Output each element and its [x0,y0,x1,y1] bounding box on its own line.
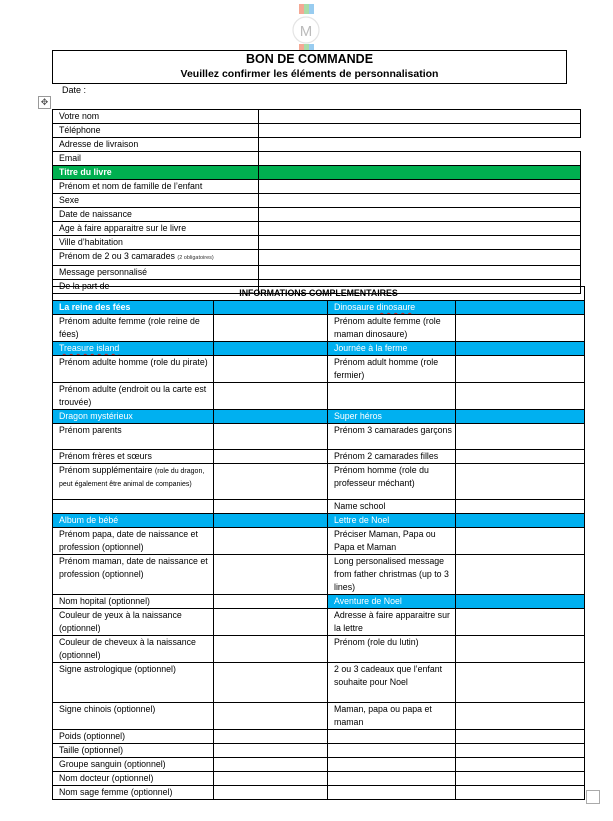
field-label: Nom sage femme (optionnel) [53,786,214,800]
value-cell[interactable] [456,464,585,500]
field-label: Prénom homme (role du professeur méchant) [328,464,456,500]
value-cell[interactable] [328,786,456,800]
section-header: Aventure de Noel [328,595,456,609]
field-label: Adresse de livraison [53,138,259,152]
value-cell[interactable] [456,555,585,595]
value-cell[interactable] [456,356,585,383]
field-label: Couleur de yeux à la naissance (optionnel) [53,609,214,636]
field-value[interactable] [259,124,581,138]
table-row [53,636,585,663]
value-cell[interactable] [214,758,328,772]
table-row [53,236,581,250]
field-label: 2 ou 3 cadeaux que l’enfant souhaite pour Noel [328,663,456,703]
field-label: Prénom adulte homme (role du pirate) [53,356,214,383]
section-header [53,342,214,356]
field-label: Sexe [53,194,259,208]
field-label: Nom docteur (optionnel) [53,772,214,786]
table-row [53,424,585,450]
value-cell[interactable] [456,636,585,663]
field-label: Adresse à faire apparaitre sur la lettre [328,609,456,636]
value-cell[interactable] [214,609,328,636]
table-row [53,315,585,342]
value-cell[interactable] [328,730,456,744]
value-cell[interactable] [214,772,328,786]
value-cell[interactable] [456,514,585,528]
field-label-text: Prénom de 2 ou 3 camarades [59,251,175,261]
value-cell[interactable] [456,663,585,703]
field-value[interactable] [259,250,581,266]
field-value[interactable] [259,110,581,124]
table-row [53,703,585,730]
value-cell[interactable] [456,758,585,772]
field-label: Poids (optionnel) [53,730,214,744]
table-row [53,450,585,464]
table-row [53,124,581,138]
field-label: De la part de [53,280,259,294]
value-cell[interactable] [328,758,456,772]
value-cell[interactable] [214,786,328,800]
table-row [53,222,581,236]
field-value[interactable] [259,152,581,166]
value-cell[interactable] [456,500,585,514]
field-label: Votre nom [53,110,259,124]
table-row [53,772,585,786]
value-cell[interactable] [456,772,585,786]
field-label: Prénom adulte femme (role reine de fées) [53,315,214,342]
field-label: Ville d’habitation [53,236,259,250]
field-value[interactable] [259,208,581,222]
section-header-row [53,410,585,424]
order-form-header [52,50,567,84]
section-header-row [53,514,585,528]
value-cell[interactable] [456,609,585,636]
table-row [53,194,581,208]
value-cell[interactable] [214,528,328,555]
table-row [53,555,585,595]
value-cell[interactable] [214,555,328,595]
section-header: La reine des fées [53,301,214,315]
value-cell[interactable] [214,744,328,758]
brand-logo [289,4,323,50]
value-cell[interactable] [456,301,585,315]
field-value[interactable] [259,180,581,194]
field-label: Age à faire apparaitre sur le livre [53,222,259,236]
field-label: Prénom frères et sœurs [53,450,214,464]
table-row [53,250,581,266]
value-cell[interactable] [214,342,328,356]
value-cell[interactable] [214,500,328,514]
field-label: Prénom adult homme (role fermier) [328,356,456,383]
field-label: Email [53,152,259,166]
field-label: Nom hopital (optionnel) [53,595,214,609]
date-label: Date : [62,85,87,95]
table-row [53,595,585,609]
field-note: (2 obligatoires) [177,255,214,261]
value-cell[interactable] [456,744,585,758]
svg-text:M: M [299,23,313,40]
field-value[interactable] [259,236,581,250]
field-label: Prénom papa, date de naissance et profession (optionnel) [53,528,214,555]
table-row [53,266,581,280]
value-cell[interactable] [214,514,328,528]
value-cell[interactable] [456,786,585,800]
field-label-text: Prénom supplémentaire [59,465,153,475]
table-row [53,500,585,514]
field-value[interactable] [259,138,581,152]
table-row [53,786,585,800]
table-row [53,180,581,194]
field-label: Prénom 3 camarades garçons [328,424,456,450]
table-row [53,758,585,772]
table-row [53,152,581,166]
section-header: Dragon mystérieux [53,410,214,424]
value-cell[interactable] [214,636,328,663]
table-row [53,138,581,152]
field-note: (role du dragon, peut également être animal de companies) [59,468,205,488]
value-cell[interactable] [214,730,328,744]
value-cell[interactable] [214,301,328,315]
table-row [53,528,585,555]
field-label: Titre du livre [53,166,259,180]
table-row [53,208,581,222]
table-row [53,609,585,636]
field-label: Couleur de cheveux à la naissance (optionnel) [53,636,214,663]
value-cell[interactable] [214,356,328,383]
field-label: Prénom parents [53,424,214,450]
additional-info-table [52,286,585,800]
section-header: Album de bébé [53,514,214,528]
value-cell[interactable] [456,383,585,410]
table-row [53,287,585,301]
value-cell[interactable] [214,383,328,410]
field-value[interactable] [259,194,581,208]
table-row [53,356,585,383]
value-cell[interactable] [456,410,585,424]
field-value[interactable] [259,166,581,180]
table-row [53,730,585,744]
section-header-row [53,342,585,356]
value-cell[interactable] [214,424,328,450]
section-header: Journée à la ferme [328,342,456,356]
value-cell[interactable] [456,730,585,744]
field-label: Téléphone [53,124,259,138]
section-header-text: dinosaure [376,302,416,312]
value-cell[interactable] [53,500,214,514]
section-header-row [53,301,585,315]
table-row-book-title [53,166,581,180]
field-label [53,250,259,266]
value-cell[interactable] [214,595,328,609]
table-row [53,464,585,500]
field-label: Message personnalisé [53,266,259,280]
field-label: Prénom adulte (endroit ou la carte est trouvée) [53,383,214,410]
field-label [53,464,214,500]
value-cell[interactable] [456,703,585,730]
field-label: Prénom adulte femme (role maman dinosaure) [328,315,456,342]
table-move-handle-icon[interactable]: ✥ [38,96,51,109]
section-header: Dinosaure dinosaure [328,301,456,315]
value-cell[interactable] [214,450,328,464]
customer-info-table [52,109,581,294]
value-cell[interactable] [456,315,585,342]
section-title: INFORMATIONS COMPLEMENTAIRES [53,287,585,301]
page-title: BON DE COMMANDE [245,52,374,66]
field-label: Prénom et nom de famille de l’enfant [53,180,259,194]
value-cell[interactable] [456,342,585,356]
value-cell[interactable] [214,410,328,424]
table-row [53,383,585,410]
value-cell[interactable] [328,772,456,786]
value-cell[interactable] [214,464,328,500]
page-subtitle: Veuillez confirmer les éléments de personnalisation [180,68,439,80]
value-cell[interactable] [214,663,328,703]
field-label: Long personalised message from father christmas (up to 3 lines) [328,555,456,595]
table-row [53,744,585,758]
field-label: Signe chinois (optionnel) [53,703,214,730]
table-row [53,663,585,703]
field-label: Prénom (role du lutin) [328,636,456,663]
page-end-marker-icon [586,790,600,804]
value-cell[interactable] [214,315,328,342]
field-label: Name school [328,500,456,514]
field-label: Groupe sanguin (optionnel) [53,758,214,772]
value-cell[interactable] [456,450,585,464]
field-label: Prénom maman, date de naissance et profession (optionnel) [53,555,214,595]
value-cell[interactable] [214,703,328,730]
section-header: Super héros [328,410,456,424]
value-cell[interactable] [328,383,456,410]
field-label: Prénom 2 camarades filles [328,450,456,464]
table-row [53,110,581,124]
field-label: Préciser Maman, Papa ou Papa et Maman [328,528,456,555]
field-label: Date de naissance [53,208,259,222]
field-label: Taille (optionnel) [53,744,214,758]
section-header-text: Treasure island [59,343,120,353]
field-label: Signe astrologique (optionnel) [53,663,214,703]
value-cell[interactable] [456,528,585,555]
section-header: Lettre de Noel [328,514,456,528]
value-cell[interactable] [456,595,585,609]
value-cell[interactable] [456,424,585,450]
field-value[interactable] [259,266,581,280]
field-label: Maman, papa ou papa et maman [328,703,456,730]
field-value[interactable] [259,222,581,236]
value-cell[interactable] [328,744,456,758]
